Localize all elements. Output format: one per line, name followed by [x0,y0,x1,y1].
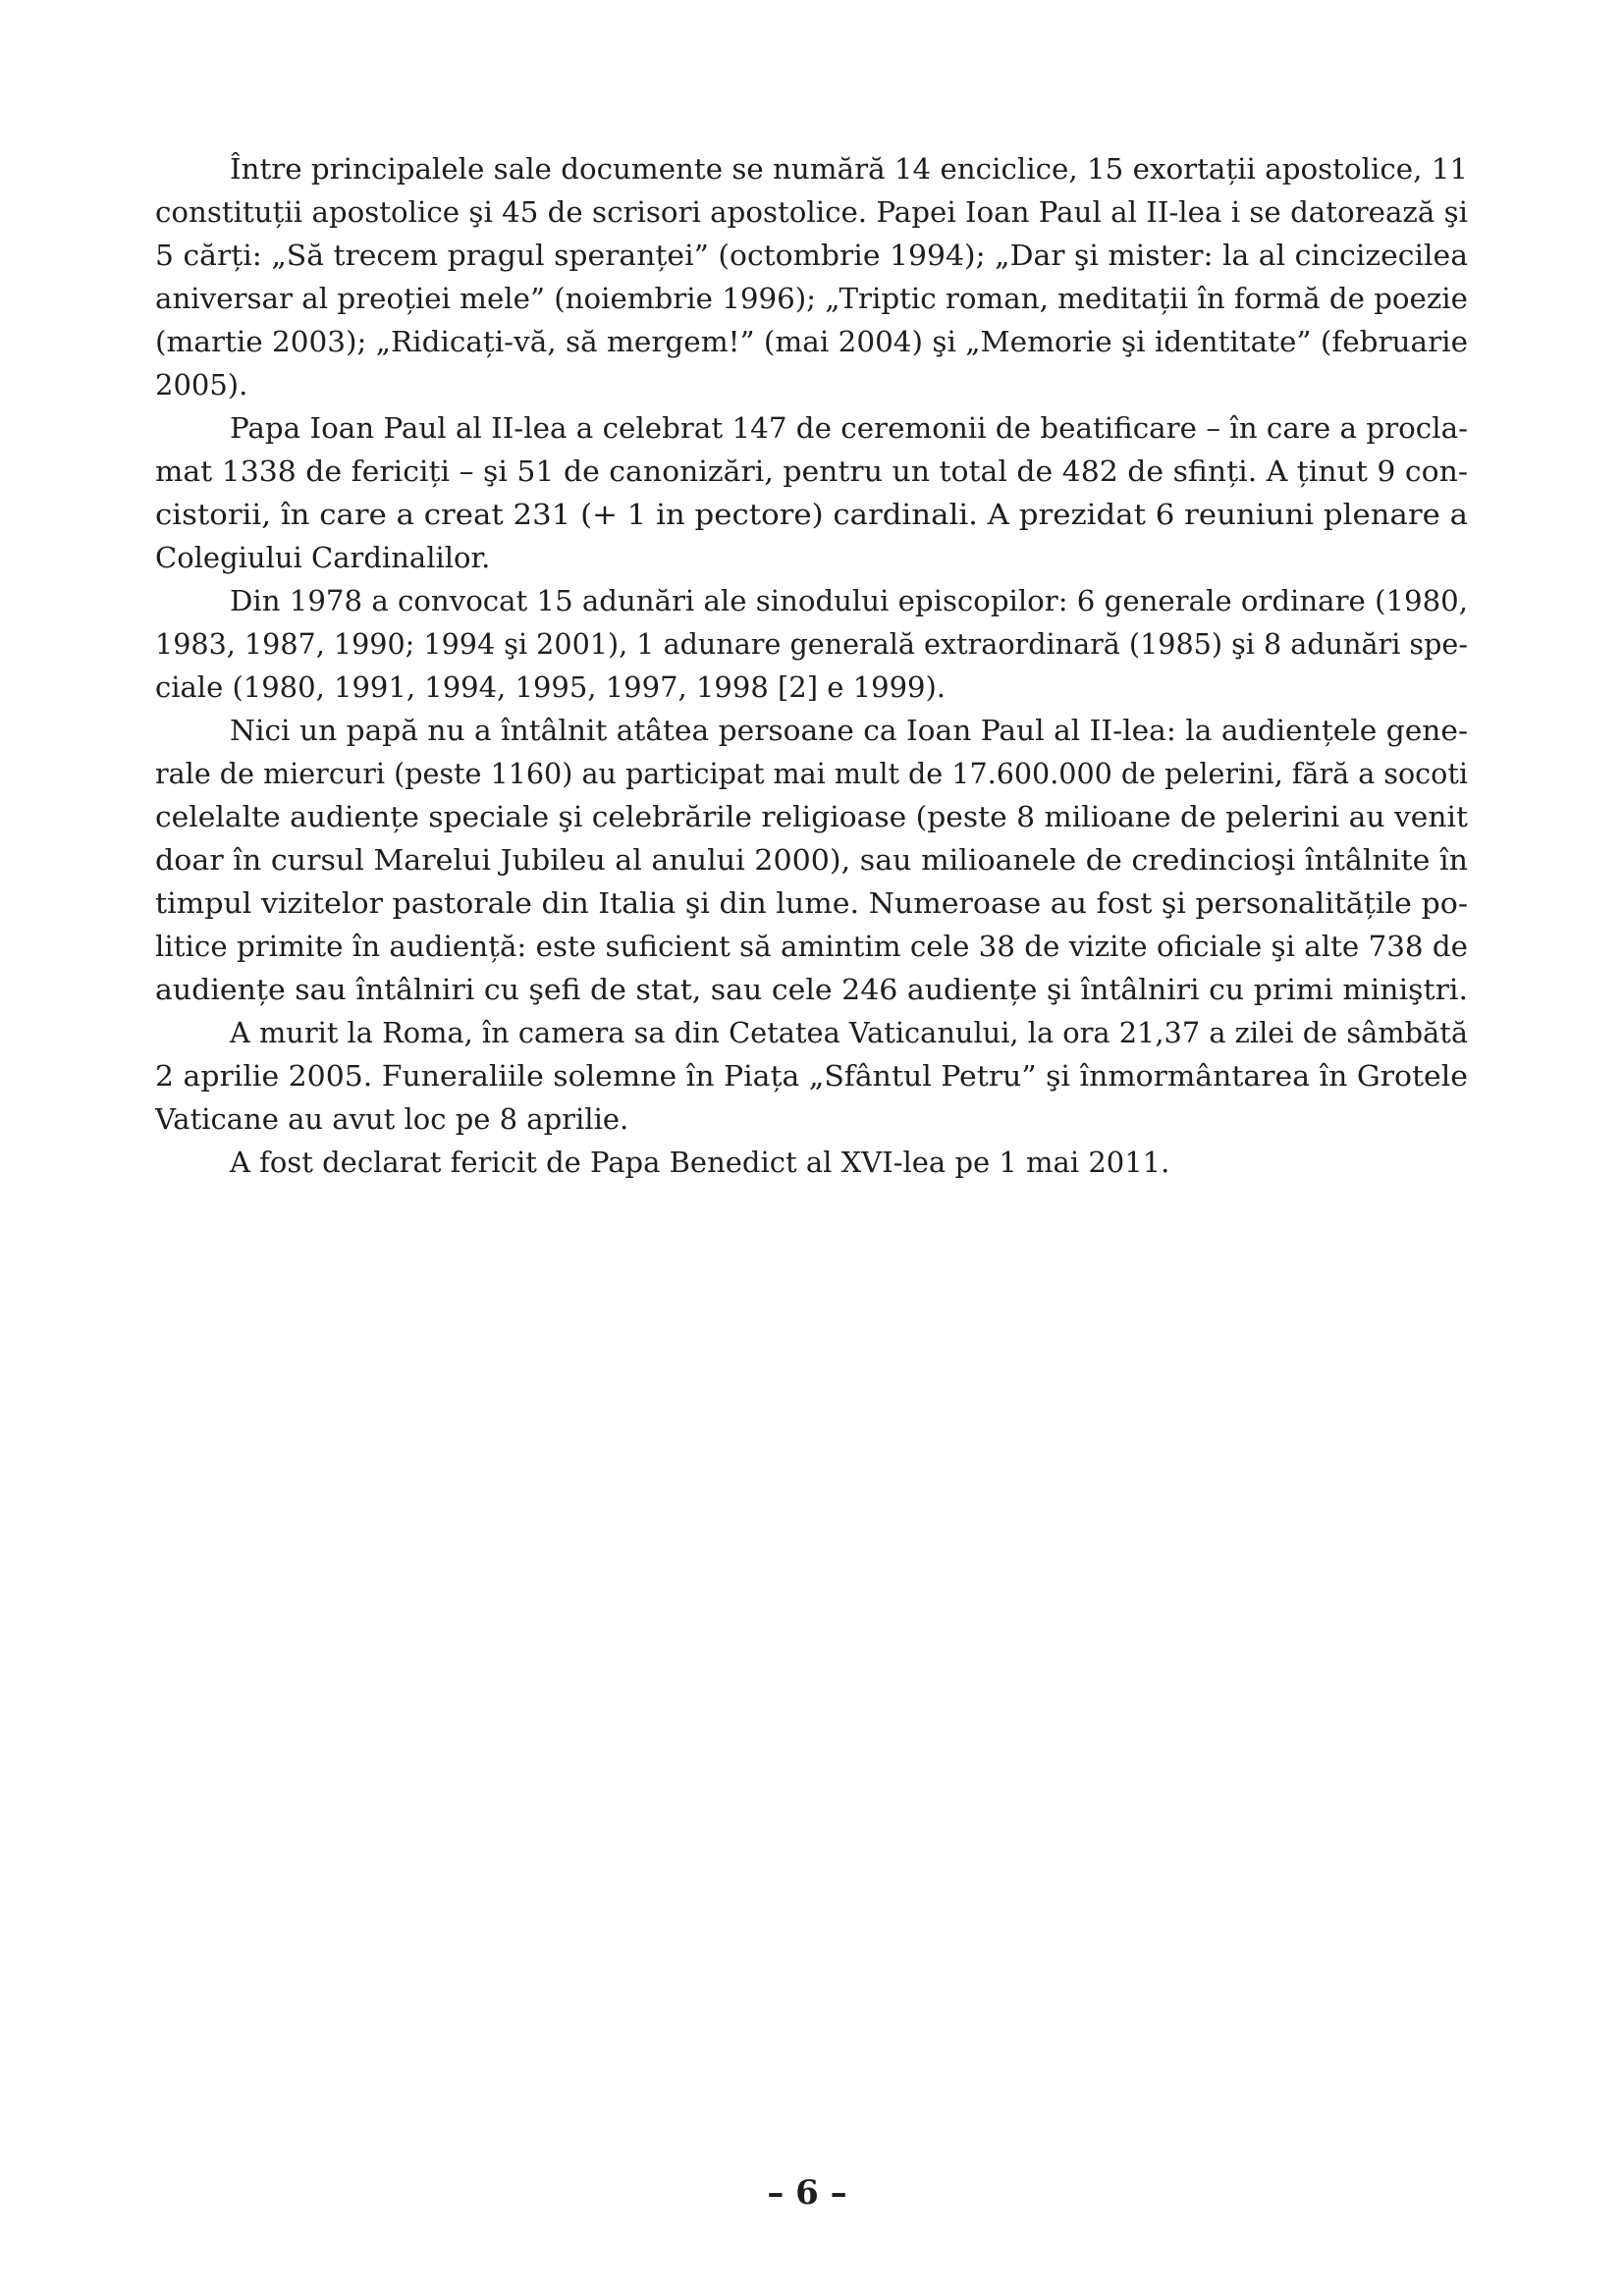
text-line: A murit la Roma, în camera sa din Cetatea Vaticanului, la ora 21,37 a zilei de sâmbătă [230,1016,1468,1049]
text-line: cistorii, în care a creat 231 (+ 1 in pectore) cardinali. A prezidat 6 reuniuni plenare a [155,498,1468,531]
text-line: 2 aprilie 2005. Funeraliile solemne în Piața „Sfântul Petru” şi înmormântarea în Grotele [155,1059,1469,1093]
text-line: constituții apostolice şi 45 de scrisori apostolice. Papei Ioan Paul al II-lea i se datorează şi [155,195,1468,229]
text-line: mat 1338 de fericiți – şi 51 de canonizări, pentru un total de 482 de sfinți. A ținut 9 con- [155,454,1468,488]
text-line: rale de miercuri (peste 1160) au participat mai mult de 17.600.000 de pelerini, fără a socoti [155,757,1468,790]
paragraph [155,709,1468,1011]
paragraph [155,579,1468,709]
paragraph [155,1011,1468,1141]
text-line: celelalte audiențe speciale şi celebrările religioase (peste 8 milioane de pelerini au venit [155,800,1468,833]
text-line: 5 cărți: „Să trecem pragul speranței” (octombrie 1994); „Dar şi mister: la al cincizecilea [155,239,1468,272]
text-line: Nici un papă nu a întâlnit atâtea persoane ca Ioan Paul al II-lea: la audiențele gene- [230,714,1468,747]
text-line: Colegiului Cardinalilor. [155,541,491,574]
text-line: ciale (1980, 1991, 1994, 1995, 1997, 1998 [2] e 1999). [155,670,947,704]
text-line: timpul vizitelor pastorale din Italia şi din lume. Numeroase au fost şi personalitățile po- [155,886,1468,920]
text-line: Papa Ioan Paul al II-lea a celebrat 147 de ceremonii de beatificare – în care a procla- [230,411,1468,445]
page-number: – 6 – [767,2173,847,2213]
paragraph [155,406,1468,579]
paragraph [155,1141,1468,1184]
paragraph [155,147,1468,406]
text-line: audiențe sau întâlniri cu şefi de stat, sau cele 246 audiențe şi întâlniri cu primi miniştri. [155,973,1469,1006]
text-line: Între principalele sale documente se numără 14 enciclice, 15 exortații apostolice, 11 [230,152,1468,186]
text-line: litice primite în audiență: este suficient să amintim cele 38 de vizite oficiale şi alte 738 de [155,930,1468,963]
text-line: Vaticane au avut loc pe 8 aprilie. [155,1102,629,1136]
body-text [155,147,1468,1184]
text-line: 2005). [155,368,248,401]
text-line: Din 1978 a convocat 15 adunări ale sinodului episcopilor: 6 generale ordinare (1980, [230,584,1468,617]
text-line: doar în cursul Marelui Jubileu al anului 2000), sau milioanele de credincioşi întâlnite în [155,843,1468,877]
text-line: 1983, 1987, 1990; 1994 şi 2001), 1 adunare generală extraordinară (1985) şi 8 adunări spe- [155,627,1468,661]
text-line: aniversar al preoției mele” (noiembrie 1996); „Triptic roman, meditații în formă de poezie [155,282,1468,315]
text-line: A fost declarat fericit de Papa Benedict al XVI-lea pe 1 mai 2011. [230,1146,1170,1179]
text-line: (martie 2003); „Ridicați-vă, să mergem!” (mai 2004) şi „Memorie şi identitate” (februarie [155,325,1468,358]
